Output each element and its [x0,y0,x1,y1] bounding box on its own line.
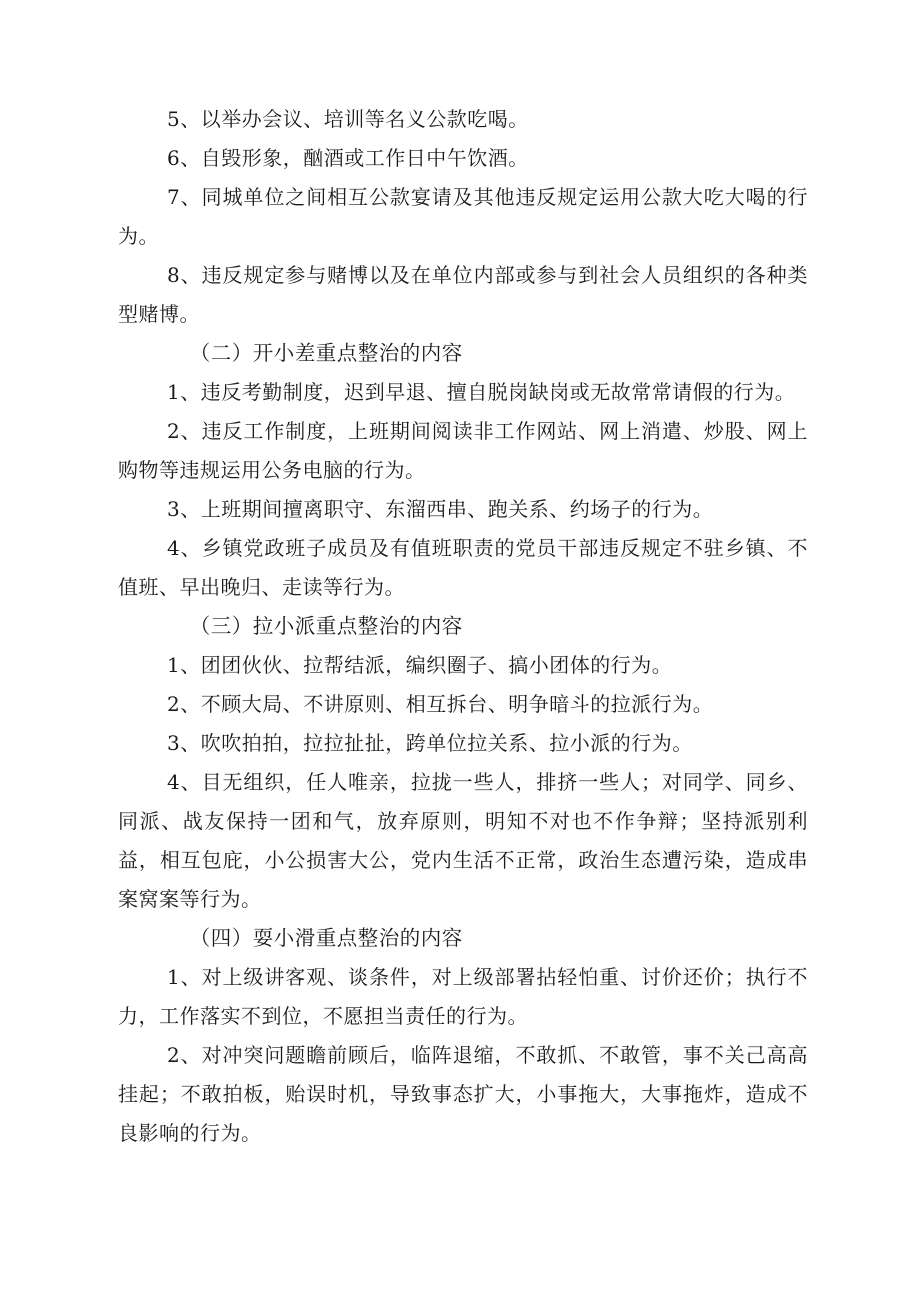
list-item: 2、不顾大局、不讲原则、相互拆台、明争暗斗的拉派行为。 [167,692,714,716]
section-heading: （二）开小差重点整治的内容 [189,341,463,365]
section-shuaxiaohua [118,919,808,1153]
list-item: 6、自毁形象，酗酒或工作日中午饮酒。 [167,146,529,170]
list-item: 1、违反考勤制度，迟到早退、擅自脱岗缺岗或无故常常请假的行为。 [167,380,796,404]
section-laxiaopai [118,607,808,919]
intro-list [118,100,808,334]
list-item: 4、目无组织，任人唯亲，拉拢一些人，排挤一些人；对同学、同乡、同派、战友保持一团和气，放弃原则，明知不对也不作争辩；坚持派别利益，相互包庇，小公损害大公，党内生活不正常，政治生态遭污染，造成串案窝案等行为。 [118,770,808,911]
list-item: 8、违反规定参与赌博以及在单位内部或参与到社会人员组织的各种类型赌博。 [118,263,808,326]
section-heading: （四）耍小滑重点整治的内容 [189,926,463,950]
section-heading: （三）拉小派重点整治的内容 [189,614,463,638]
list-item: 3、上班期间擅离职守、东溜西串、跑关系、约场子的行为。 [167,497,714,521]
list-item: 7、同城单位之间相互公款宴请及其他违反规定运用公款大吃大喝的行为。 [118,185,808,248]
list-item: 5、以举办会议、培训等名义公款吃喝。 [167,107,529,131]
list-item: 1、对上级讲客观、谈条件，对上级部署拈轻怕重、讨价还价；执行不力，工作落实不到位，不愿担当责任的行为。 [118,965,808,1028]
list-item: 2、对冲突问题瞻前顾后，临阵退缩，不敢抓、不敢管，事不关己高高挂起；不敢拍板，贻误时机，导致事态扩大，小事拖大，大事拖炸，造成不良影响的行为。 [118,1043,808,1145]
section-kaixiaochai [118,334,808,607]
list-item: 3、吹吹拍拍，拉拉扯扯，跨单位拉关系、拉小派的行为。 [167,731,693,755]
list-item: 2、违反工作制度，上班期间阅读非工作网站、网上消遣、炒股、网上购物等违规运用公务电脑的行为。 [118,419,808,482]
list-item: 4、乡镇党政班子成员及有值班职责的党员干部违反规定不驻乡镇、不值班、早出晚归、走读等行为。 [118,536,808,599]
list-item: 1、团团伙伙、拉帮结派，编织圈子、搞小团体的行为。 [167,653,673,677]
